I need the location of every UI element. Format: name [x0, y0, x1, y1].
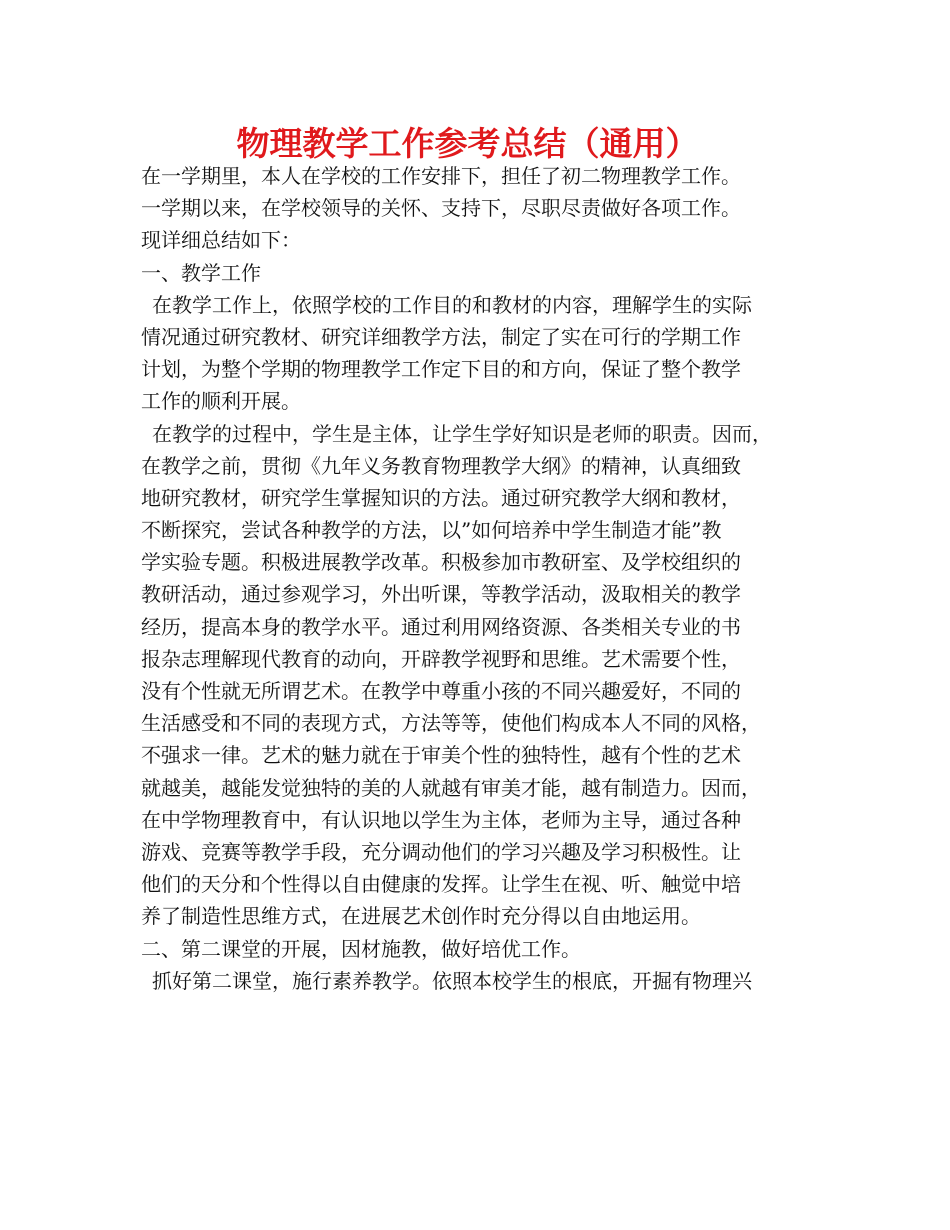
text-line: 地研究教材，研究学生掌握知识的方法。通过研究教学大纲和教材，	[141, 485, 741, 510]
text-line: 在教学之前，贯彻《九年义务教育物理教学大纲》的精神，认真细致	[141, 453, 741, 478]
text-line: 报杂志理解现代教育的动向，开辟教学视野和思维。艺术需要个性，	[141, 646, 741, 671]
document-title: 物理教学工作参考总结（通用）	[236, 124, 699, 163]
text-line: 不断探究，尝试各种教学的方法，以”如何培养中学生制造才能”教	[141, 518, 722, 543]
text-line: 计划，为整个学期的物理教学工作定下目的和方向，保证了整个教学	[141, 357, 741, 382]
text-line: 养了制造性思维方式，在进展艺术创作时充分得以自由地运用。	[141, 904, 701, 929]
text-line: 教研活动，通过参观学习，外出听课，等教学活动，汲取相关的教学	[141, 582, 741, 607]
text-line: 就越美，越能发觉独特的美的人就越有审美才能，越有制造力。因而，	[141, 775, 761, 800]
text-line: 没有个性就无所谓艺术。在教学中尊重小孩的不同兴趣爱好，不同的	[141, 679, 741, 703]
text-line: 现详细总结如下：	[141, 228, 301, 253]
text-line: 在中学物理教育中，有认识地以学生为主体，老师为主导，通过各种	[141, 807, 741, 832]
text-line: 他们的天分和个性得以自由健康的发挥。让学生在视、听、触觉中培	[141, 872, 741, 897]
text-line: 情况通过研究教材、研究详细教学方法，制定了实在可行的学期工作	[141, 324, 741, 349]
text-line: 抓好第二课堂，施行素养教学。依照本校学生的根底，开掘有物理兴	[152, 968, 752, 993]
text-line: 在教学工作上，依照学校的工作目的和教材的内容，理解学生的实际	[152, 292, 752, 317]
document-body	[141, 160, 831, 997]
text-line: 学实验专题。积极进展教学改革。积极参加市教研室、及学校组织的	[141, 550, 741, 575]
text-line: 一、教学工作	[141, 260, 261, 285]
text-line: 游戏、竞赛等教学手段，充分调动他们的学习兴趣及学习积极性。让	[141, 839, 741, 864]
text-line: 经历，提高本身的教学水平。通过利用网络资源、各类相关专业的书	[141, 614, 741, 639]
text-line: 生活感受和不同的表现方式，方法等等，使他们构成本人不同的风格，	[141, 711, 761, 736]
text-line: 工作的顺利开展。	[141, 389, 301, 414]
text-line: 在教学的过程中，学生是主体，让学生学好知识是老师的职责。因而，	[152, 421, 772, 446]
text-line: 一学期以来，在学校领导的关怀、支持下，尽职尽责做好各项工作。	[141, 196, 741, 221]
text-line: 在一学期里，本人在学校的工作安排下，担任了初二物理教学工作。	[141, 164, 741, 188]
text-line: 二、第二课堂的开展，因材施教，做好培优工作。	[141, 936, 581, 961]
text-line: 不强求一律。艺术的魅力就在于审美个性的独特性，越有个性的艺术	[141, 743, 741, 768]
